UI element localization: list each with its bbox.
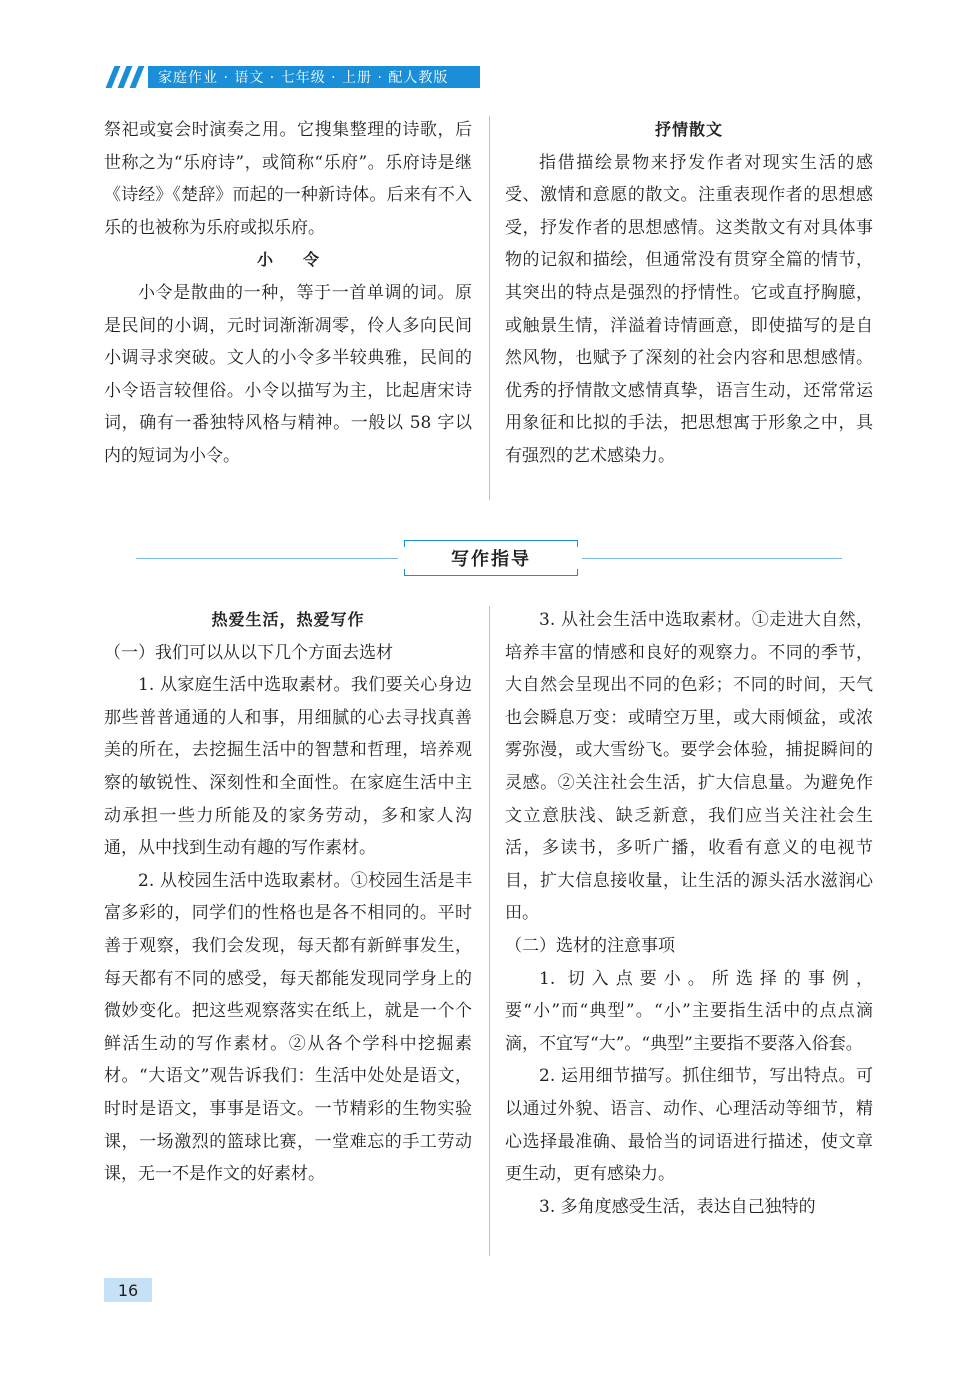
yuefu-paragraph: 祭祀或宴会时演奏之用。它搜集整理的诗歌，后世称之为“乐府诗”，或简称“乐府”。乐府诗是继《诗经》《楚辞》而起的一种新诗体。后来有不入乐的也被称为乐府或拟乐府。 — [104, 120, 472, 238]
header-slash-decoration — [104, 66, 148, 88]
subsection-one-title: （一）我们可以从以下几个方面去选材 — [104, 642, 393, 663]
bottom-left-column — [104, 604, 472, 1191]
top-left-column — [104, 114, 472, 473]
page-number: 16 — [104, 1278, 152, 1302]
section-title-box — [404, 540, 578, 576]
family-life-paragraph: 1. 从家庭生活中选取素材。我们要关心身边那些普普通通的人和事，用细腻的心去寻找真善美的所在，去挖掘生活中的智慧和哲理，培养观察的敏锐性、深刻性和全面性。在家庭生活中主动承担一些力所能及的家务劳动，多和家人沟通，从中找到生动有趣的写作素材。 — [104, 675, 472, 859]
section-title-line-right — [582, 558, 842, 559]
bottom-column-divider — [489, 606, 490, 1256]
section-title: 写作指导 — [451, 549, 531, 570]
section-title-bar — [136, 540, 842, 576]
bottom-right-column — [505, 604, 873, 1223]
writing-heading: 热爱生活，热爱写作 — [211, 610, 365, 629]
top-column-divider — [489, 116, 490, 500]
top-right-column — [505, 114, 873, 473]
subsection-two-title: （二）选材的注意事项 — [505, 935, 675, 956]
campus-life-paragraph: 2. 从校园生活中选取素材。①校园生活是丰富多彩的，同学们的性格也是各不相同的。平时善于观察，我们会发现，每天都有新鲜事发生，每天都有不同的感受，每天都能发现同学身上的微妙变化。把这些观察落实在纸上，就是一个个鲜活生动的写作素材。②从各个学科中挖掘素材。“大语文”观告诉我们：生活中处处是语文，时时是语文，事事是语文。一节精彩的生物实验课，一场激烈的篮球比赛，一堂难忘的手工劳动课，无一不是作文的好素材。 — [104, 870, 472, 1185]
small-entry-point-paragraph: 1. 切入点要小。所选择的事例，要“小”而“典型”。“小”主要指生活中的点点滴滴，不宜写“大”。“典型”主要指不要落入俗套。 — [505, 968, 873, 1054]
social-life-paragraph: 3. 从社会生活中选取素材。①走进大自然，培养丰富的情感和良好的观察力。不同的季节，大自然会呈现出不同的色彩；不同的时间，天气也会瞬息万变：或晴空万里，或大雨倾盆，或浓雾弥漫，或大雪纷飞。要学会体验，捕捉瞬间的灵感。②关注社会生活，扩大信息量。为避免作文立意肤浅、缺乏新意，我们应当关注社会生活，多读书，多听广播，收看有意义的电视节目，扩大信息接收量，让生活的源头活水滋润心田。 — [505, 610, 873, 924]
section-title-line-left — [136, 558, 398, 559]
xiaoling-paragraph: 小令是散曲的一种，等于一首单调的词。原是民间的小调，元时词渐渐凋零，伶人多向民间小调寻求突破。文人的小令多半较典雅，民间的小令语言较俚俗。小令以描写为主，比起唐宋诗词，确有一番独特风格与精神。一般以 58 字以内的短词为小令。 — [104, 282, 472, 466]
lyric-prose-paragraph: 指借描绘景物来抒发作者对现实生活的感受、激情和意愿的散文。注重表现作者的思想感受，抒发作者的思想感情。这类散文有对具体事物的记叙和描绘，但通常没有贯穿全篇的情节，其突出的特点是强烈的抒情性。它或直抒胸臆，或触景生情，洋溢着诗情画意，即使描写的是自然风物，也赋予了深刻的社会内容和思想感情。优秀的抒情散文感情真挚，语言生动，还常常运用象征和比拟的手法，把思想寓于形象之中，具有强烈的艺术感染力。 — [505, 152, 873, 466]
lyric-prose-heading: 抒情散文 — [654, 120, 723, 139]
header-title: 家庭作业 · 语文 · 七年级 · 上册 · 配人教版 — [158, 70, 449, 86]
page-header — [104, 66, 480, 88]
xiaoling-heading: 小令 — [256, 250, 349, 270]
detail-description-paragraph: 2. 运用细节描写。抓住细节，写出特点。可以通过外貌、语言、动作、心理活动等细节，精心选择最准确、最恰当的词语进行描述，使文章更生动，更有感染力。 — [505, 1066, 873, 1185]
multi-angle-paragraph: 3. 多角度感受生活，表达自己独特的 — [539, 1196, 816, 1217]
